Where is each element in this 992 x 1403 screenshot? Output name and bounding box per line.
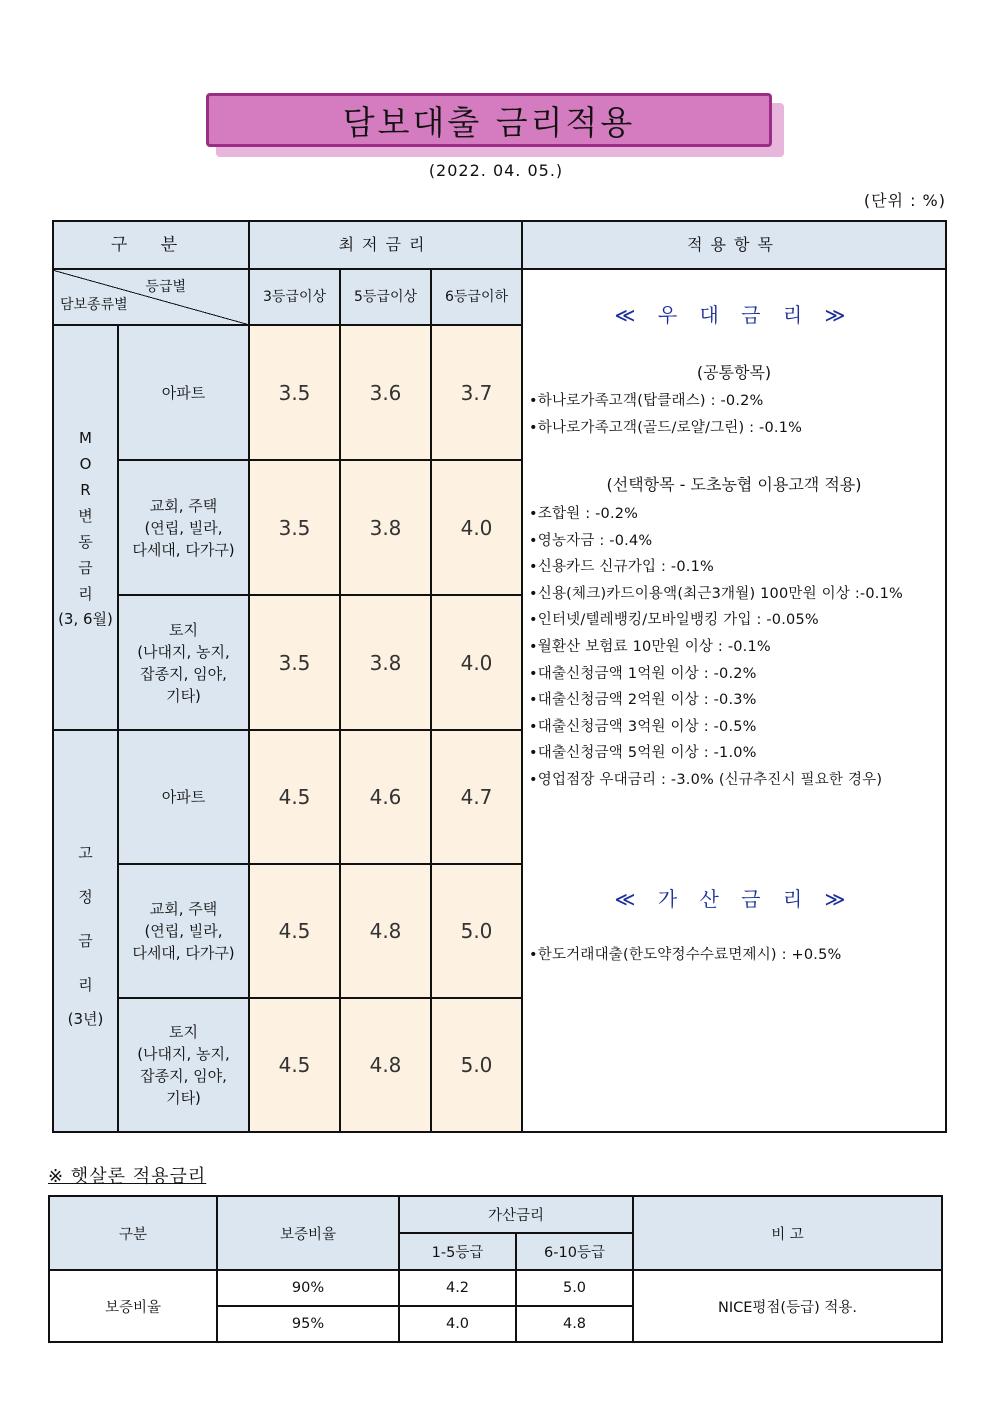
sunshine-rate-b: 5.0 xyxy=(516,1270,633,1306)
collateral-type-line: 기타) xyxy=(166,686,201,705)
rate-cell: 3.6 xyxy=(340,325,431,460)
additional-title: ≪ 가 산 금 리 ≫ xyxy=(614,887,854,911)
collateral-type xyxy=(118,325,249,460)
optional-item: •대출신청금액 1억원 이상 : -0.2% xyxy=(529,665,757,682)
grade-header: 5등급이상 xyxy=(340,269,431,325)
optional-item: •영업점장 우대금리 : -3.0% (신규추진시 필요한 경우) xyxy=(529,772,883,788)
sunshine-header-note: 비 고 xyxy=(633,1196,942,1270)
collateral-type-line: (연립, 빌라, xyxy=(144,518,223,537)
sunshine-row-label: 보증비율 xyxy=(49,1270,217,1342)
additional-item: •한도거래대출(한도약정수수료면제시) : +0.5% xyxy=(529,947,842,963)
optional-item: •대출신청금액 3억원 이상 : -0.5% xyxy=(529,718,757,735)
rate-cell: 5.0 xyxy=(431,998,522,1132)
collateral-type xyxy=(118,730,249,864)
group-label-char: 정 xyxy=(78,888,93,906)
group-label-char: 동 xyxy=(78,532,93,551)
optional-item: •대출신청금액 2억원 이상 : -0.3% xyxy=(529,692,757,709)
sunshine-header-grade-a: 1-5등급 xyxy=(399,1233,516,1270)
group-label-char: (3, 6월) xyxy=(58,609,113,628)
rate-cell: 3.5 xyxy=(249,325,340,460)
rate-cell: 4.8 xyxy=(340,864,431,998)
collateral-type-line: 잡종지, 임야, xyxy=(140,664,227,683)
rate-cell: 4.7 xyxy=(431,730,522,864)
optional-heading: (선택항목 - 도초농협 이용고객 적용) xyxy=(606,475,862,494)
sunshine-ratio: 95% xyxy=(217,1306,399,1342)
optional-item: •신용(체크)카드이용액(최근3개월) 100만원 이상 :-0.1% xyxy=(529,585,903,602)
collateral-type-line: 다세대, 다가구) xyxy=(132,540,235,559)
optional-item: •신용카드 신규가입 : -0.1% xyxy=(529,559,715,576)
rate-cell: 4.6 xyxy=(340,730,431,864)
rate-cell: 4.5 xyxy=(249,998,340,1132)
collateral-type xyxy=(118,864,249,998)
rate-cell: 5.0 xyxy=(431,864,522,998)
preferential-title: ≪ 우 대 금 리 ≫ xyxy=(614,303,854,327)
optional-item: •인터넷/텔레뱅킹/모바일뱅킹 가입 : -0.05% xyxy=(529,612,819,629)
common-item: •하나로가족고객(골드/로얄/그린) : -0.1% xyxy=(529,420,803,436)
group-label-char: O xyxy=(79,454,92,473)
group-label-char: 금 xyxy=(78,558,93,577)
collateral-type-line: (나대지, 농지, xyxy=(137,642,230,661)
rate-cell: 3.7 xyxy=(431,325,522,460)
rate-cell: 4.8 xyxy=(340,998,431,1132)
rate-cell: 4.0 xyxy=(431,460,522,595)
collateral-type-line: 교회, 주택 xyxy=(149,496,218,515)
group-label-char: 리 xyxy=(78,976,93,994)
rate-cell: 3.8 xyxy=(340,595,431,730)
collateral-type-line: 토지 xyxy=(169,1023,198,1041)
collateral-type-line: 교회, 주택 xyxy=(149,900,218,918)
group-label-mor xyxy=(53,325,118,730)
rate-table xyxy=(52,220,947,1133)
collateral-type-line: (나대지, 농지, xyxy=(137,1045,230,1063)
sunshine-header-category: 구분 xyxy=(49,1196,217,1270)
rate-cell: 3.5 xyxy=(249,595,340,730)
header-items: 적용항목 xyxy=(522,221,946,269)
rate-cell: 3.8 xyxy=(340,460,431,595)
header-category: 구 분 xyxy=(53,221,249,269)
sunshine-note: NICE평점(등급) 적용. xyxy=(633,1270,942,1342)
collateral-type-line: 기타) xyxy=(166,1089,201,1107)
sunshine-header-add-rate: 가산금리 xyxy=(399,1196,633,1233)
rate-cell: 4.0 xyxy=(431,595,522,730)
applied-items-cell xyxy=(522,269,946,1132)
collateral-type-line: 잡종지, 임야, xyxy=(140,1067,227,1085)
group-label-char: 고 xyxy=(78,844,93,862)
optional-item: •영농자금 : -0.4% xyxy=(529,532,653,549)
collateral-type-line: 토지 xyxy=(169,620,198,639)
optional-item: •조합원 : -0.2% xyxy=(529,506,639,522)
grade-header: 3등급이상 xyxy=(249,269,340,325)
collateral-type-line: (연립, 빌라, xyxy=(144,922,223,940)
group-label-char: 변 xyxy=(78,506,93,525)
common-heading: (공통항목) xyxy=(696,363,772,382)
diagonal-header-cell xyxy=(53,269,249,325)
sunshine-header-grade-b: 6-10등급 xyxy=(516,1233,633,1270)
collateral-type-line: 다세대, 다가구) xyxy=(132,944,235,962)
collateral-type xyxy=(118,595,249,730)
sunshine-loan-heading: ※ 햇살론 적용금리 xyxy=(48,1166,207,1187)
sunshine-loan-table xyxy=(48,1195,943,1343)
group-label-char: 리 xyxy=(78,584,93,603)
collateral-type-line: 아파트 xyxy=(161,788,206,806)
header-min-rate: 최저금리 xyxy=(249,221,522,269)
page-title: 담보대출 금리적용 xyxy=(206,93,772,147)
optional-item: •월환산 보험료 10만원 이상 : -0.1% xyxy=(529,639,771,655)
sunshine-header-ratio: 보증비율 xyxy=(217,1196,399,1270)
sunshine-rate-a: 4.2 xyxy=(399,1270,516,1306)
collateral-type xyxy=(118,460,249,595)
diag-top-label: 등급별 xyxy=(145,279,186,295)
sunshine-rate-b: 4.8 xyxy=(516,1306,633,1342)
grade-header: 6등급이하 xyxy=(431,269,522,325)
collateral-type xyxy=(118,998,249,1132)
collateral-type-line: 아파트 xyxy=(161,383,206,402)
group-label-char: R xyxy=(80,480,91,499)
diag-bottom-label: 담보종류별 xyxy=(60,297,128,313)
unit-label: (단위 : %) xyxy=(863,191,946,210)
rate-cell: 3.5 xyxy=(249,460,340,595)
document-date: (2022. 04. 05.) xyxy=(428,161,564,180)
rate-cell: 4.5 xyxy=(249,864,340,998)
rate-cell: 4.5 xyxy=(249,730,340,864)
group-label-fixed xyxy=(53,730,118,1132)
group-label-char: M xyxy=(79,428,92,447)
group-label-char: 금 xyxy=(78,932,93,950)
common-item: •하나로가족고객(탑클래스) : -0.2% xyxy=(529,393,764,409)
optional-item: •대출신청금액 5억원 이상 : -1.0% xyxy=(529,745,757,762)
sunshine-ratio: 90% xyxy=(217,1270,399,1306)
sunshine-rate-a: 4.0 xyxy=(399,1306,516,1342)
group-label-char: (3년) xyxy=(67,1010,104,1028)
